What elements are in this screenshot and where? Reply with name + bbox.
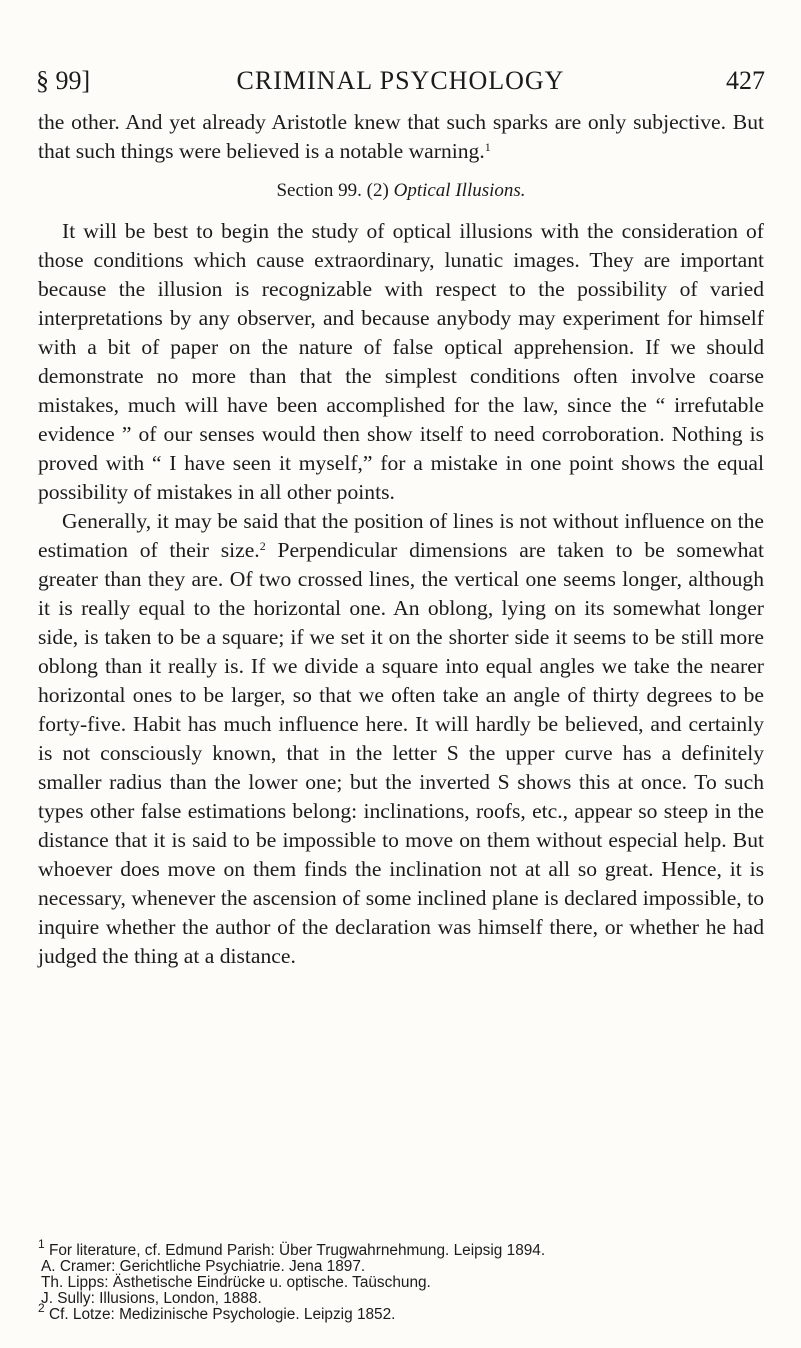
footnote-line: Cf. Lotze: Medizinische Psychologie. Leipzig 1852.	[48, 1306, 396, 1323]
footnote-marker: 2	[38, 1301, 45, 1315]
page-number: 427	[726, 66, 765, 95]
footnote-line: A. Cramer: Gerichtliche Psychiatrie. Jena 1897.	[41, 1258, 366, 1275]
paragraph-text: the other. And yet already Aristotle knew that such sparks are only subjective. But that such things were believed is a notable warning.	[38, 110, 764, 163]
body-text	[38, 108, 764, 971]
section-heading	[38, 179, 764, 203]
footnote-line: J. Sully: Illusions, London, 1888.	[41, 1290, 262, 1307]
page-title: CRIMINAL PSYCHOLOGY	[236, 66, 565, 95]
section-label: Section 99. (2)	[276, 180, 389, 201]
section-mark: § 99]	[36, 66, 91, 95]
footnote-ref: 2	[259, 539, 266, 553]
footnotes	[38, 1237, 764, 1323]
paragraph: It will be best to begin the study of optical illusions with the consideration of those conditions which cause extraordinary, lunatic images. They are important because the illusion is recognizable with respect to the possibility of varied interpretations by any observer, and because anybody may experiment for himself with a bit of paper on the nature of false optical apprehension. If we should demonstrate no more than that the simplest conditions often involve coarse mistakes, much will have been accomplished for the law, since the “ irrefutable evidence ” of our senses would then show itself to need corroboration. Nothing is proved with “ I have seen it myself,” for a mistake in one point shows the equal possibility of mistakes in all other points.	[38, 219, 764, 504]
paragraph-text: Perpendicular dimensions are taken to be somewhat greater than they are. Of two crossed lines, the vertical one seems longer, although it is really equal to the horizontal one. An oblong, lying on its somewhat longer side, is taken to be a square; if we set it on the shorter side it seems to be still more oblong than it really is. If we divide a square into equal angles we take the nearer horizontal ones to be larger, so that we often take an angle of thirty degrees to be forty-five. Habit has much influence here. It will hardly be believed, and certainly is not consciously known, that in the letter S the upper curve has a definitely smaller radius than the lower one; but the inverted S shows this at once. To such types other false estimations belong: inclinations, roofs, etc., appear so steep in the distance that it is said to be impossible to move on them without especial help. But whoever does move on them finds the inclination not at all so great. Hence, it is necessary, whenever the ascension of some inclined plane is declared impossible, to inquire whether the author of the declaration was himself there, or whether he had judged the thing at a distance.	[38, 538, 764, 968]
footnote-1	[38, 1237, 764, 1259]
footnote-line: Th. Lipps: Ästhetische Eindrücke u. optische. Taüschung.	[41, 1274, 431, 1291]
footnote-ref: 1	[484, 140, 491, 154]
paragraph-continued	[38, 108, 764, 166]
paragraph	[38, 507, 764, 971]
section-title: Optical Illusions.	[393, 180, 526, 201]
footnote-marker: 1	[38, 1237, 45, 1251]
paragraph-text: Generally, it may be said that the position of lines is not without influence on the estimation of their size.	[38, 509, 764, 562]
footnote-2	[38, 1301, 764, 1323]
footnote-line: For literature, cf. Edmund Parish: Über Trugwahrnehmung. Leipsig 1894.	[48, 1242, 546, 1259]
running-head	[36, 66, 765, 100]
